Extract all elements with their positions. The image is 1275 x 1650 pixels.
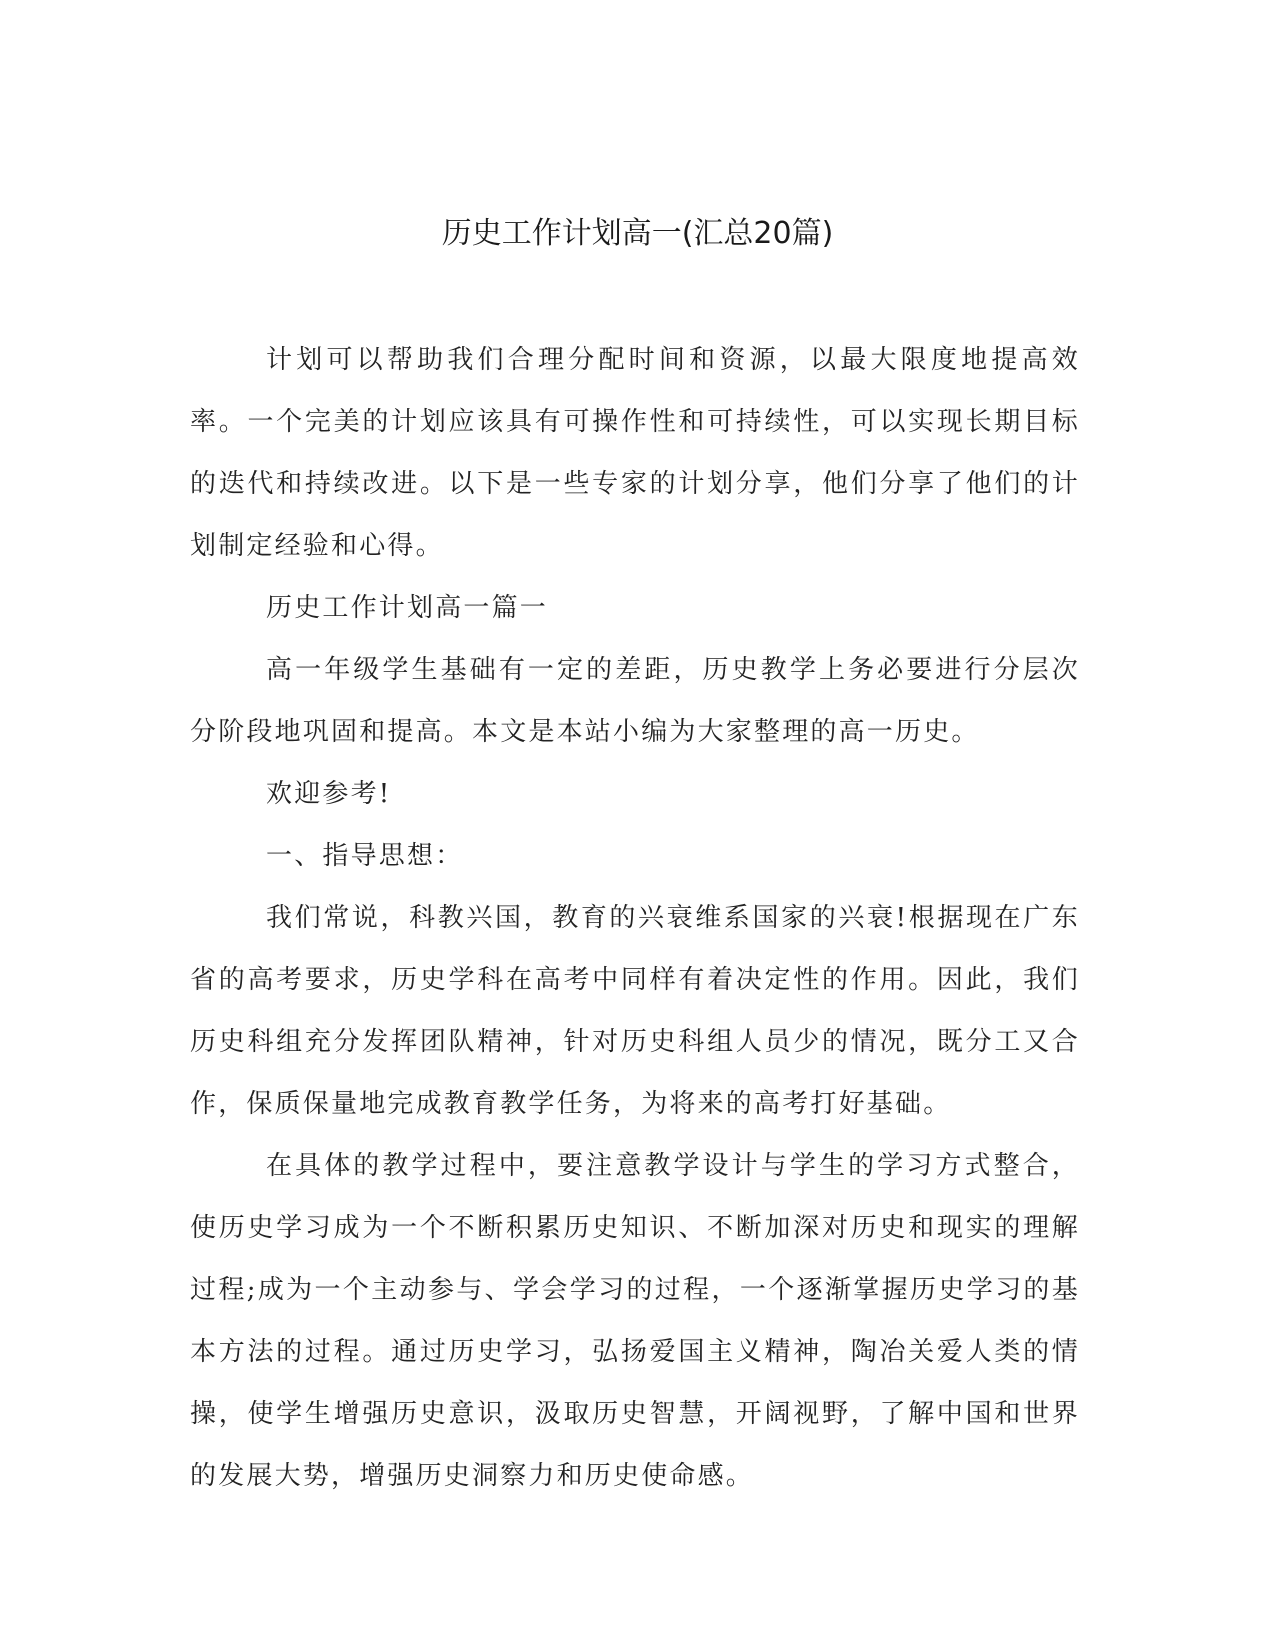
- paragraph-intro: 计划可以帮助我们合理分配时间和资源，以最大限度地提高效率。一个完美的计划应该具有可操作性和可持续性，可以实现长期目标的迭代和持续改进。以下是一些专家的计划分享，他们分享了他们的计划制定经验和心得。: [190, 345, 1080, 561]
- paragraph-teaching-process: 在具体的教学过程中，要注意教学设计与学生的学习方式整合，使历史学习成为一个不断积累历史知识、不断加深对历史和现实的理解过程;成为一个主动参与、学会学习的过程，一个逐渐掌握历史学习的基本方法的过程。通过历史学习，弘扬爱国主义精神，陶冶关爱人类的情操，使学生增强历史意识，汲取历史智慧，开阔视野，了解中国和世界的发展大势，增强历史洞察力和历史使命感。: [190, 1151, 1080, 1491]
- paragraph-guiding-ideology: 我们常说，科教兴国，教育的兴衰维系国家的兴衰!根据现在广东省的高考要求，历史学科在高考中同样有着决定性的作用。因此，我们历史科组充分发挥团队精神，针对历史科组人员少的情况，既分工又合作，保质保量地完成教育教学任务，为将来的高考打好基础。: [190, 903, 1080, 1119]
- subheading-guiding-ideology: 一、指导思想：: [266, 841, 464, 871]
- paragraph-welcome: 欢迎参考!: [266, 779, 392, 809]
- document-body: [190, 329, 1080, 1507]
- document-title: 历史工作计划高一(汇总20篇): [441, 216, 834, 251]
- paragraph-overview: 高一年级学生基础有一定的差距，历史教学上务必要进行分层次分阶段地巩固和提高。本文是本站小编为大家整理的高一历史。: [190, 655, 1080, 747]
- section-heading: 历史工作计划高一篇一: [266, 593, 549, 623]
